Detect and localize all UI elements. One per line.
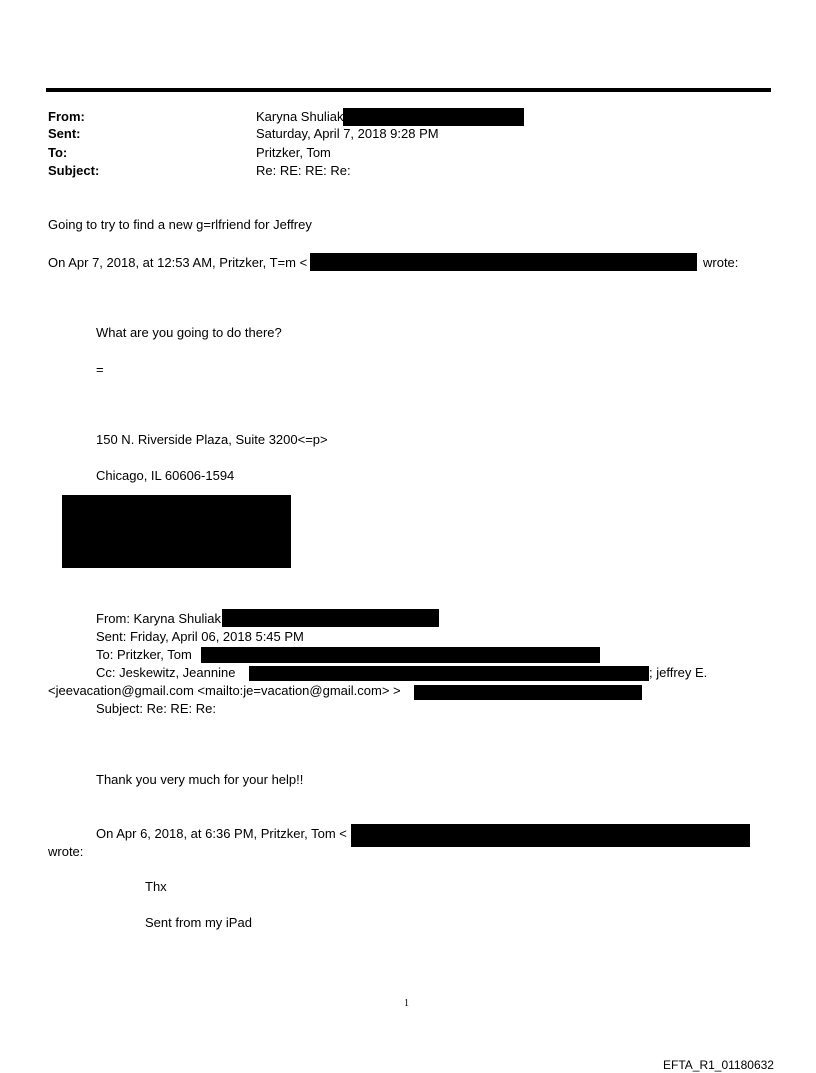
from-label: From: — [48, 109, 85, 124]
thanks-text: Thank you very much for your help!! — [96, 772, 304, 787]
fwd-to: To: Pritzker, Tom — [96, 647, 192, 662]
redaction-block — [249, 666, 649, 681]
quote-wrote: wrote: — [703, 255, 739, 270]
sent-label: Sent: — [48, 126, 81, 141]
document-id: EFTA_R1_01180632 — [663, 1058, 774, 1072]
address-line: Chicago, IL 60606-1594 — [96, 468, 235, 483]
to-label: To: — [48, 145, 68, 160]
quote-header: On Apr 6, 2018, at 6:36 PM, Pritzker, Tom < — [96, 826, 347, 841]
page-number: 1 — [404, 998, 409, 1009]
redaction-block — [351, 824, 750, 847]
to-value: Pritzker, Tom — [256, 145, 331, 160]
redaction-block — [62, 495, 291, 568]
fwd-subject: Subject: Re: RE: Re: — [96, 701, 216, 716]
redaction-block — [414, 685, 642, 700]
quote-wrote: wrote: — [48, 844, 84, 859]
equals-text: = — [96, 362, 104, 377]
subject-value: Re: RE: RE: Re: — [256, 163, 351, 178]
fwd-cc-continued: <jeevacation@gmail.com <mailto:je=vacation@gmail.com> > — [48, 683, 401, 698]
from-value: Karyna Shuliak — [256, 109, 344, 124]
fwd-cc-tail: ; jeffrey E. — [649, 665, 708, 680]
sent-value: Saturday, April 7, 2018 9:28 PM — [256, 126, 439, 141]
fwd-from: From: Karyna Shuliak — [96, 611, 221, 626]
question-text: What are you going to do there? — [96, 325, 282, 340]
header-rule — [46, 88, 771, 92]
body-line: Going to try to find a new g=rlfriend for Jeffrey — [48, 217, 312, 232]
reply-text: Thx — [145, 879, 167, 894]
quote-header: On Apr 7, 2018, at 12:53 AM, Pritzker, T=m < — [48, 255, 308, 270]
signature-text: Sent from my iPad — [145, 915, 252, 930]
address-line: 150 N. Riverside Plaza, Suite 3200<=p> — [96, 432, 328, 447]
redaction-block — [343, 108, 524, 126]
redaction-block — [222, 609, 439, 627]
fwd-sent: Sent: Friday, April 06, 2018 5:45 PM — [96, 629, 304, 644]
redaction-block — [201, 647, 600, 663]
subject-label: Subject: — [48, 163, 100, 178]
redaction-block — [310, 253, 697, 271]
fwd-cc: Cc: Jeskewitz, Jeannine — [96, 665, 236, 680]
